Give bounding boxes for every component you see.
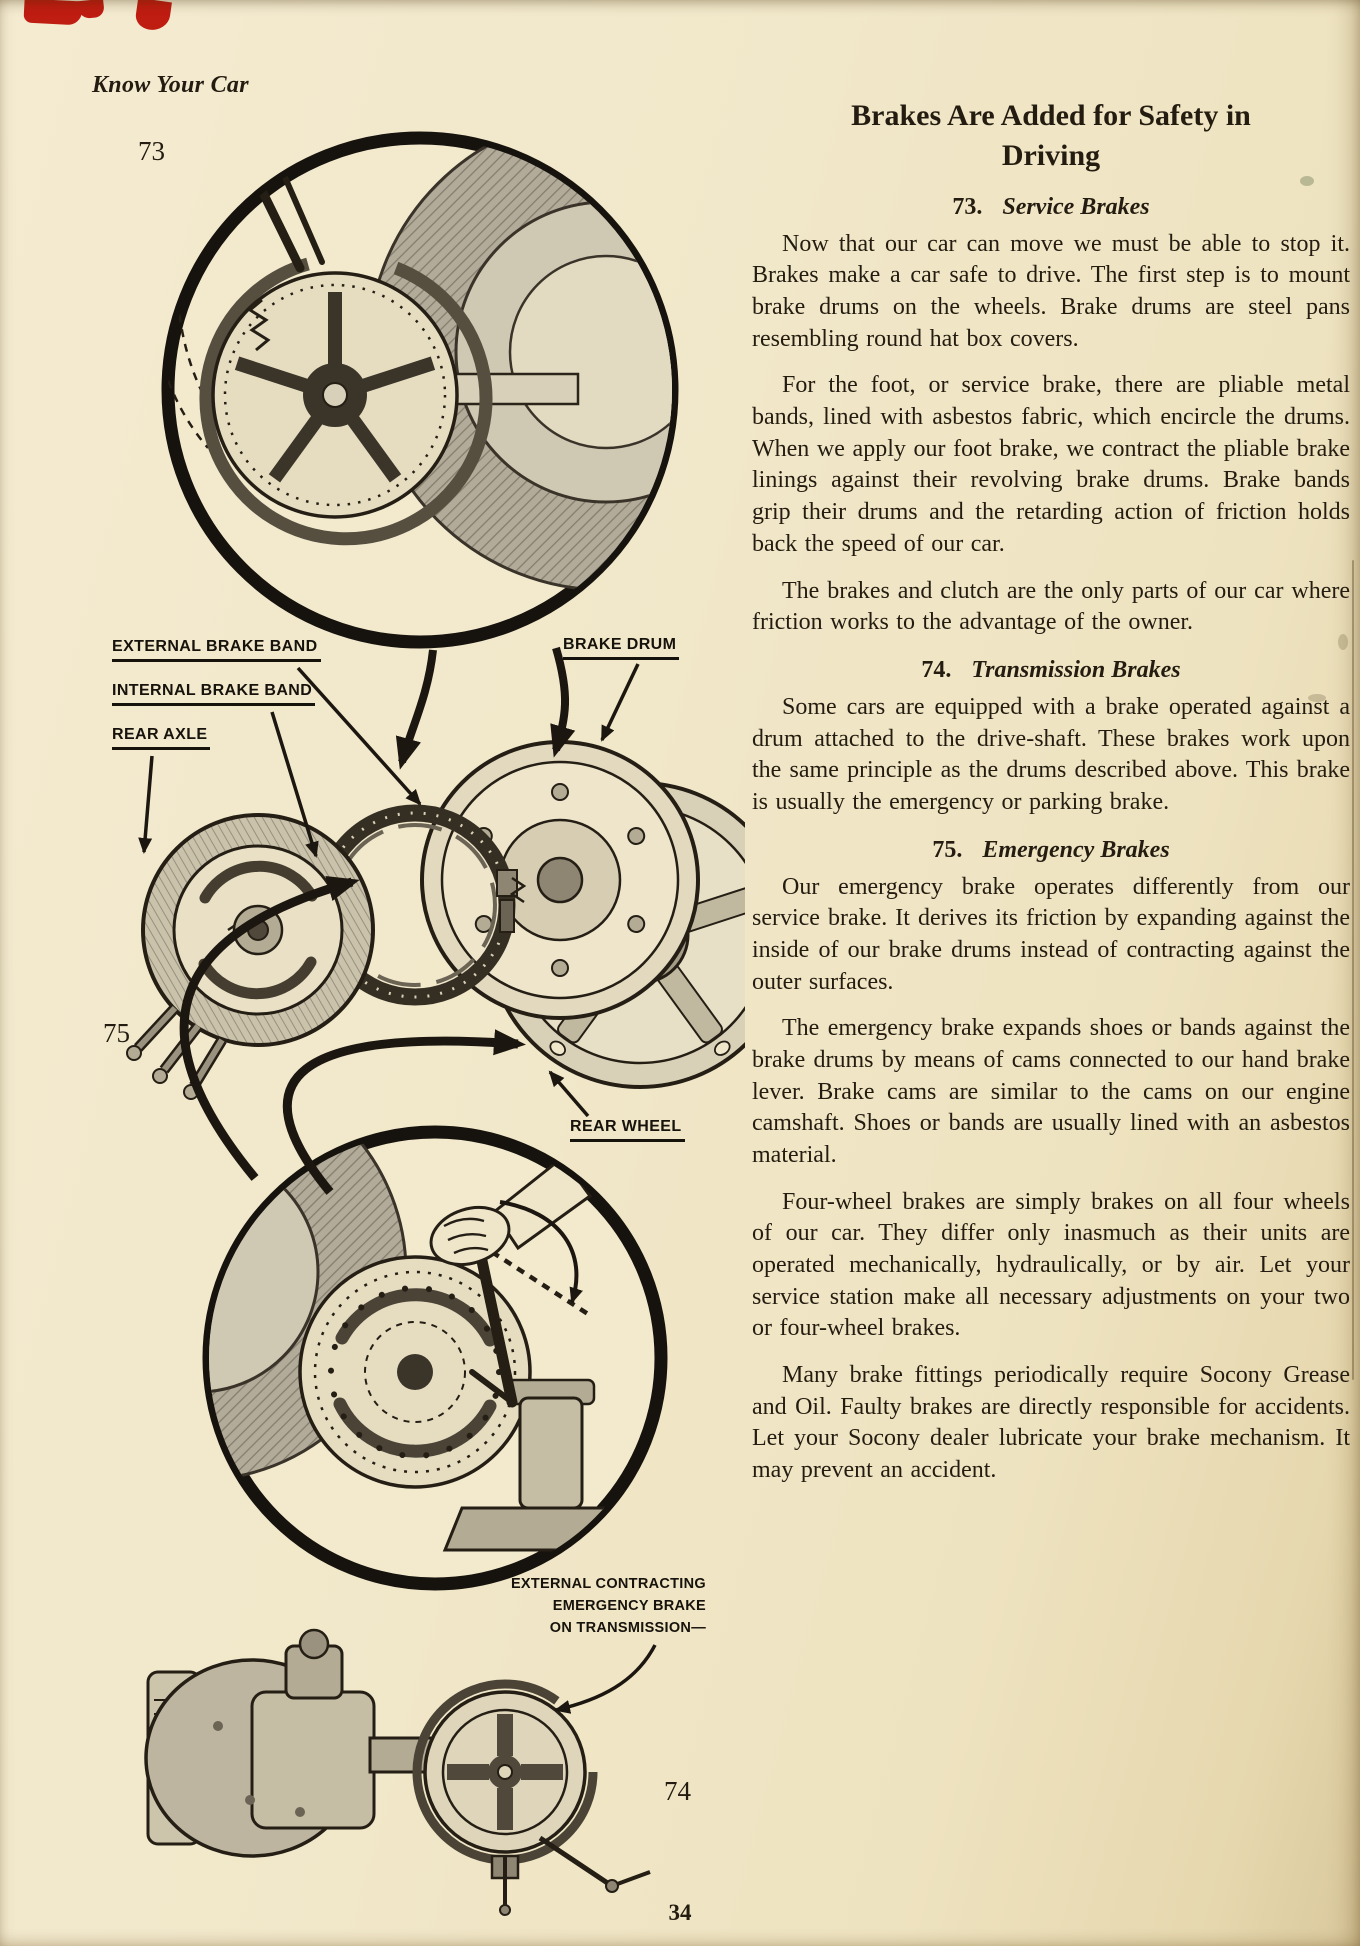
article-title	[752, 96, 1350, 176]
section-name: Service Brakes	[1002, 193, 1150, 220]
section-number: 74.	[921, 656, 952, 683]
callout-rear-axle: REAR AXLE	[112, 726, 210, 750]
paragraph: Many brake fittings periodically require Socony Grease and Oil. Faulty brakes are directly responsible for accidents. Let your Socony dealer lubricate your brake mechanism. It may prevent an accident.	[752, 1361, 1350, 1483]
callout-external-brake-band: EXTERNAL BRAKE BAND	[112, 638, 321, 662]
callout-emergency-brake	[468, 1574, 706, 1639]
callout-emergency-line2: EMERGENCY BRAKE	[552, 1597, 706, 1614]
callout-emergency-line3: ON TRANSMISSION—	[549, 1619, 706, 1636]
section-number: 75.	[932, 836, 963, 863]
section-heading-emergency-brakes	[752, 837, 1350, 864]
section-name: Emergency Brakes	[982, 836, 1170, 863]
figure-75-illustration	[0, 1064, 661, 1584]
figure-73-number: 73	[138, 136, 165, 166]
page-edge-crease	[1352, 560, 1354, 1380]
figure-74-illustration	[146, 1630, 650, 1915]
section-heading-service-brakes	[752, 194, 1350, 221]
page-number: 34	[668, 1900, 692, 1925]
section-heading-transmission-brakes	[752, 657, 1350, 684]
section-name: Transmission Brakes	[971, 656, 1181, 683]
paragraph: The emergency brake expands shoes or bands against the brake drums by means of cams connected to our hand brake lever. Brake cams are similar to the cams on our engine camshaft. Shoes or bands are usually lined with an asbestos material.	[752, 1015, 1350, 1168]
paragraph: Now that our car can move we must be able to stop it. Brakes make a car safe to drive. The first step is to mount brake drums on the wheels. Brake drums are steel pans resembling round hat box covers.	[752, 230, 1350, 352]
article-title-line2: Driving	[1001, 138, 1101, 172]
figure-74-number: 74	[664, 1776, 691, 1806]
figure-73-illustration	[155, 26, 745, 642]
article-title-line1: Brakes Are Added for Safety in	[851, 99, 1251, 132]
paragraph: For the foot, or service brake, there are pliable metal bands, lined with asbestos fabric, which encircle the drums. When we apply our foot brake, we contract the pliable brake linings against their revolving brake drums. Brake bands grip their drums and the retarding action of friction holds back the speed of our car.	[752, 372, 1350, 557]
callout-emergency-line1: EXTERNAL CONTRACTING	[510, 1576, 706, 1592]
figure-75-number: 75	[103, 1018, 130, 1048]
callout-brake-drum: BRAKE DRUM	[563, 636, 679, 660]
paragraph: Our emergency brake operates differently from our service brake. It derives its friction by expanding against the inside of our brake drums instead of contracting against the outer surfaces.	[752, 873, 1350, 995]
paragraph: Four-wheel brakes are simply brakes on all four wheels of our car. They differ only inasmuch as their units are operated mechanically, hydraulically, or by air. Let your service station make all necessary adjustments on your two or four-wheel brakes.	[752, 1188, 1350, 1342]
section-number: 73.	[952, 193, 983, 220]
paragraph: Some cars are equipped with a brake operated against a drum attached to the drive-shaft. These brakes work upon the same principle as the drums described above. This brake is usually the emergency or parking brake.	[752, 693, 1350, 815]
paragraph: The brakes and clutch are the only parts of our car where friction works to the advantage of the owner.	[752, 577, 1350, 636]
callout-internal-brake-band: INTERNAL BRAKE BAND	[112, 682, 315, 706]
running-head: Know Your Car	[92, 72, 249, 98]
article-column	[752, 96, 1350, 1502]
callout-rear-wheel: REAR WHEEL	[570, 1118, 685, 1142]
